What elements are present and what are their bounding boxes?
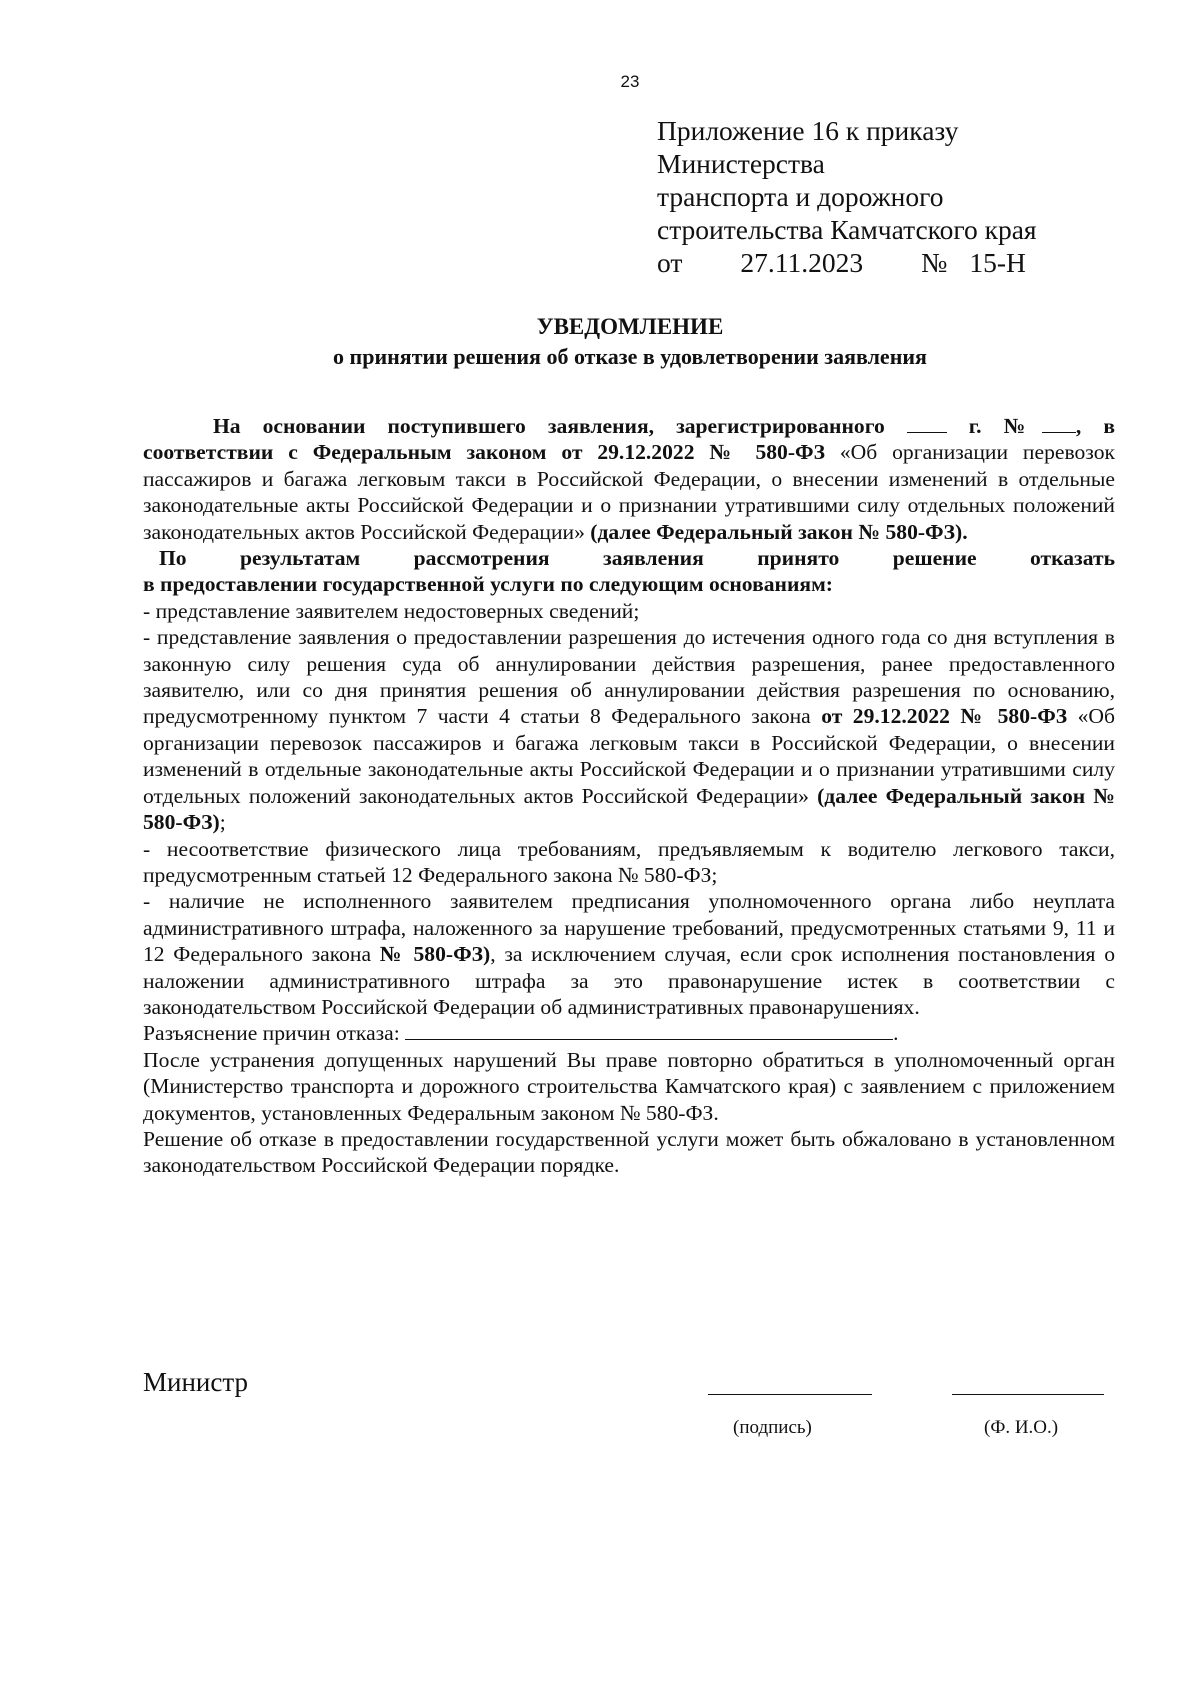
appendix-date-line <box>657 246 1037 279</box>
bullet-1: - представление заявителем недостоверных сведений; <box>143 598 640 623</box>
bullet-2-end: ; <box>219 810 226 835</box>
bullet-2-bold2: (далее Федеральный закон № 580-ФЗ) <box>143 783 1116 835</box>
para2-line2: в предоставлении государственной услуги по следующим основаниям: <box>143 572 833 597</box>
bullet-2-bold1: от 29.12.2022 № 580-ФЗ <box>821 704 1068 729</box>
appendix-line-1: Приложение 16 к приказу <box>657 115 959 146</box>
year-abbr: г. <box>968 414 982 438</box>
appendix-number-sign: № <box>921 247 948 278</box>
signature-caption: (подпись) <box>733 1417 812 1438</box>
minister-label: Министр <box>143 1367 248 1397</box>
appendix-line-4: строительства Камчатского края <box>657 214 1037 245</box>
para1-tail: (далее Федеральный закон № 580-ФЗ). <box>590 519 968 544</box>
appendix-line-2: Министерства <box>657 148 825 179</box>
name-line <box>952 1394 1104 1395</box>
bullet-2-text1: - представление заявления о предоставлении разрешения до истечения одного года со дня вступления в законную силу решения суда об аннулировании действия разрешения, ранее предоставленного заявителю, или со дня принятия решения об аннулировании действия разрешения по основанию, предусмотренному пунктом 7 части 4 статьи 8 Федерального закона <box>143 625 1115 729</box>
document-subtitle: о принятии решения об отказе в удовлетворении заявления <box>333 344 927 369</box>
appendix-header <box>657 114 1037 279</box>
signature-line <box>708 1394 872 1395</box>
appendix-date: 27.11.2023 <box>740 247 864 278</box>
bullet-2-text2: «Об организации перевозок пассажиров и багажа легковым такси в Российской Федерации, о внесении изменений в отдельные законодательные акты Российской Федерации и о признании утратившими силу отдельных положений законодательных актов Российской Федерации» <box>143 704 1115 808</box>
number-blank <box>1042 414 1076 433</box>
para1-lead: На основании поступившего заявления, зарегистрированного <box>213 414 885 438</box>
document-title: УВЕДОМЛЕНИЕ <box>536 314 724 339</box>
explanation-end: . <box>893 1021 899 1046</box>
name-caption: (Ф. И.О.) <box>984 1417 1059 1438</box>
bullet-2 <box>143 624 1115 835</box>
bullet-3: - несоответствие физического лица требованиям, предъявляемым к водителю легкового такси, предусмотренным статьей 12 Федерального закона № 580-ФЗ; <box>143 836 1115 887</box>
para1-law-ref: соответствии с Федеральным законом от 29.12.2022 № 580-ФЗ <box>143 440 825 465</box>
para1-law-title: «Об организации перевозок пассажиров и багажа легковым такси в Российской Федерации, о внесении изменений в отдельные законодательные акты Российской Федерации и о признании утратившими силу отдельных положений законодательных актов Российской Федерации» <box>143 440 1115 544</box>
bullet-4-text1: - наличие не исполненного заявителем предписания уполномоченного органа либо неуплата административного штрафа, наложенного за нарушение требований, предусмотренных статьями 9, 11 и 12 Федерального закона <box>143 889 1115 967</box>
date-blank <box>907 414 947 433</box>
para2-line1: По результатам рассмотрения заявления принято решение отказать <box>159 546 1115 571</box>
page-number: 23 <box>620 72 640 91</box>
appendix-line-3: транспорта и дорожного <box>657 181 944 212</box>
explanation-blank <box>405 1021 893 1040</box>
para1-v: , в <box>1075 414 1115 438</box>
document-body <box>143 413 1115 1179</box>
para1-body <box>143 439 1115 545</box>
appendix-number: 15-Н <box>969 247 1026 278</box>
bullet-4-text2: , за исключением случая, если срок исполнения постановления о наложении административного штрафа за это правонарушение истек в соответствии с законодательством Российской Федерации об административных правонарушениях. <box>143 942 1115 1019</box>
para1-line1 <box>143 413 1115 439</box>
after-fix-paragraph: После устранения допущенных нарушений Вы праве повторно обратиться в уполномоченный орган (Министерство транспорта и дорожного строительства Камчатского края) с заявлением с приложением документов, установленных Федеральным законом № 580-ФЗ. <box>143 1047 1115 1125</box>
explanation-label: Разъяснение причин отказа: <box>143 1021 400 1046</box>
appeal-paragraph: Решение об отказе в предоставлении государственной услуги может быть обжаловано в установленном законодательством Российской Федерации порядке. <box>143 1126 1115 1178</box>
bullet-4-bold: № 580-ФЗ) <box>379 942 491 967</box>
number-sign: № <box>1003 414 1042 438</box>
explanation-line <box>143 1020 1115 1046</box>
bullet-4 <box>143 888 1115 1020</box>
appendix-from-label: от <box>657 247 683 278</box>
